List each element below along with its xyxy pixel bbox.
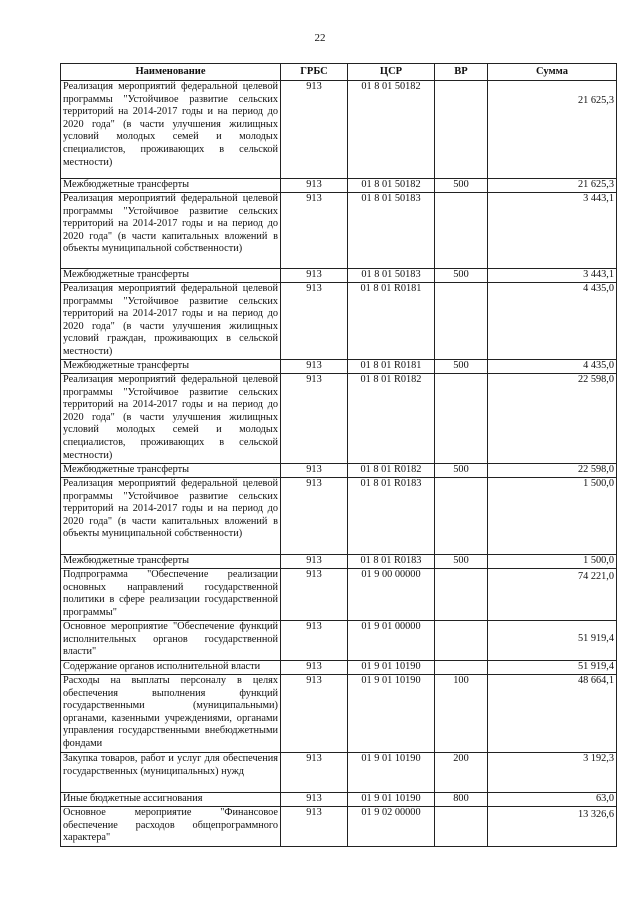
row-grbs: 913 bbox=[281, 81, 348, 179]
row-csr: 01 9 00 00000 bbox=[348, 569, 435, 621]
row-csr: 01 8 01 50182 bbox=[348, 81, 435, 179]
column-header-csr: ЦСР bbox=[348, 64, 435, 81]
row-csr: 01 9 01 10190 bbox=[348, 753, 435, 793]
row-sum: 13 326,6 bbox=[488, 807, 617, 847]
row-sum: 3 443,1 bbox=[488, 269, 617, 283]
row-vr bbox=[435, 81, 488, 179]
row-name: Межбюджетные трансферты bbox=[61, 555, 281, 569]
row-sum: 1 500,0 bbox=[488, 555, 617, 569]
row-sum: 22 598,0 bbox=[488, 374, 617, 464]
row-sum: 63,0 bbox=[488, 793, 617, 807]
row-sum: 3 443,1 bbox=[488, 193, 617, 269]
row-vr: 800 bbox=[435, 793, 488, 807]
row-grbs: 913 bbox=[281, 374, 348, 464]
row-sum: 48 664,1 bbox=[488, 675, 617, 753]
row-csr: 01 8 01 R0182 bbox=[348, 374, 435, 464]
row-csr: 01 9 01 00000 bbox=[348, 621, 435, 661]
row-csr: 01 9 02 00000 bbox=[348, 807, 435, 847]
row-name: Содержание органов исполнительной власти bbox=[61, 661, 281, 675]
table-row bbox=[61, 269, 617, 283]
row-vr bbox=[435, 478, 488, 555]
row-vr: 100 bbox=[435, 675, 488, 753]
row-grbs: 913 bbox=[281, 569, 348, 621]
row-sum: 51 919,4 bbox=[488, 661, 617, 675]
row-name: Расходы на выплаты персоналу в целях обеспечения выполнения функций государственными (муниципальными) органами, казенными учреждениями, органами управления государственными внебюджетными фондами bbox=[61, 675, 281, 753]
table-row bbox=[61, 360, 617, 374]
row-vr: 500 bbox=[435, 464, 488, 478]
row-name: Основное мероприятие "Финансовое обеспечение расходов общепрограммного характера" bbox=[61, 807, 281, 847]
row-csr: 01 8 01 50183 bbox=[348, 269, 435, 283]
row-sum: 3 192,3 bbox=[488, 753, 617, 793]
row-csr: 01 9 01 10190 bbox=[348, 675, 435, 753]
table-row bbox=[61, 283, 617, 360]
page-number: 22 bbox=[314, 32, 326, 44]
row-csr: 01 8 01 R0183 bbox=[348, 555, 435, 569]
table-row bbox=[61, 675, 617, 753]
row-vr: 500 bbox=[435, 555, 488, 569]
table-row bbox=[61, 478, 617, 555]
table-row bbox=[61, 179, 617, 193]
table-header-row bbox=[61, 64, 617, 81]
row-name: Основное мероприятие "Обеспечение функций исполнительных органов государственной власти" bbox=[61, 621, 281, 661]
row-grbs: 913 bbox=[281, 793, 348, 807]
row-sum: 21 625,3 bbox=[488, 179, 617, 193]
row-grbs: 913 bbox=[281, 478, 348, 555]
column-header-sum: Сумма bbox=[488, 64, 617, 81]
row-csr: 01 8 01 R0183 bbox=[348, 478, 435, 555]
row-vr bbox=[435, 283, 488, 360]
row-name: Закупка товаров, работ и услуг для обеспечения государственных (муниципальных) нужд bbox=[61, 753, 281, 793]
row-name: Реализация мероприятий федеральной целевой программы "Устойчивое развитие сельских территорий на 2014-2017 годы и на период до 2020 года" (в части капитальных вложений в объекты муниципальной собственности) bbox=[61, 478, 281, 555]
row-name: Межбюджетные трансферты bbox=[61, 464, 281, 478]
table-row bbox=[61, 793, 617, 807]
row-name: Межбюджетные трансферты bbox=[61, 360, 281, 374]
row-sum: 4 435,0 bbox=[488, 360, 617, 374]
row-vr: 500 bbox=[435, 179, 488, 193]
table-row bbox=[61, 661, 617, 675]
row-name: Реализация мероприятий федеральной целевой программы "Устойчивое развитие сельских территорий на 2014-2017 годы и на период до 2020 года" (в части улучшения жилищных условий молодых семей и молодых специалистов, проживающих в сельской местности) bbox=[61, 81, 281, 179]
row-grbs: 913 bbox=[281, 621, 348, 661]
table-row bbox=[61, 753, 617, 793]
row-grbs: 913 bbox=[281, 179, 348, 193]
row-vr bbox=[435, 193, 488, 269]
row-vr bbox=[435, 374, 488, 464]
row-name: Межбюджетные трансферты bbox=[61, 269, 281, 283]
row-vr bbox=[435, 807, 488, 847]
row-name: Реализация мероприятий федеральной целевой программы "Устойчивое развитие сельских территорий на 2014-2017 годы и на период до 2020 года" (в части улучшения жилищных условий граждан, проживающих в сельской местности) bbox=[61, 283, 281, 360]
row-csr: 01 8 01 R0182 bbox=[348, 464, 435, 478]
row-grbs: 913 bbox=[281, 675, 348, 753]
row-sum: 4 435,0 bbox=[488, 283, 617, 360]
row-vr bbox=[435, 661, 488, 675]
row-sum: 1 500,0 bbox=[488, 478, 617, 555]
row-name: Иные бюджетные ассигнования bbox=[61, 793, 281, 807]
row-vr: 500 bbox=[435, 269, 488, 283]
row-sum: 74 221,0 bbox=[488, 569, 617, 621]
budget-table bbox=[60, 63, 617, 847]
row-csr: 01 9 01 10190 bbox=[348, 793, 435, 807]
row-name: Реализация мероприятий федеральной целевой программы "Устойчивое развитие сельских территорий на 2014-2017 годы и на период до 2020 года" (в части капитальных вложений в объекты муниципальной собственности) bbox=[61, 193, 281, 269]
table-row bbox=[61, 193, 617, 269]
row-csr: 01 8 01 R0181 bbox=[348, 283, 435, 360]
row-csr: 01 8 01 50183 bbox=[348, 193, 435, 269]
row-name: Реализация мероприятий федеральной целевой программы "Устойчивое развитие сельских территорий на 2014-2017 годы и на период до 2020 года" (в части улучшения жилищных условий молодых семей и молодых специалистов, проживающих в сельской местности) bbox=[61, 374, 281, 464]
row-name: Подпрограмма "Обеспечение реализации основных направлений государственной политики в сфере реализации государственной программы" bbox=[61, 569, 281, 621]
table-row bbox=[61, 621, 617, 661]
row-grbs: 913 bbox=[281, 464, 348, 478]
row-csr: 01 8 01 R0181 bbox=[348, 360, 435, 374]
row-grbs: 913 bbox=[281, 661, 348, 675]
row-vr bbox=[435, 621, 488, 661]
row-name: Межбюджетные трансферты bbox=[61, 179, 281, 193]
row-sum: 22 598,0 bbox=[488, 464, 617, 478]
table-row bbox=[61, 81, 617, 179]
table-row bbox=[61, 374, 617, 464]
row-csr: 01 8 01 50182 bbox=[348, 179, 435, 193]
row-grbs: 913 bbox=[281, 807, 348, 847]
column-header-name: Наименование bbox=[61, 64, 281, 81]
row-grbs: 913 bbox=[281, 269, 348, 283]
row-sum: 51 919,4 bbox=[488, 621, 617, 661]
table-row bbox=[61, 555, 617, 569]
row-sum: 21 625,3 bbox=[488, 81, 617, 179]
row-csr: 01 9 01 10190 bbox=[348, 661, 435, 675]
row-grbs: 913 bbox=[281, 555, 348, 569]
row-grbs: 913 bbox=[281, 360, 348, 374]
table-row bbox=[61, 807, 617, 847]
row-vr: 500 bbox=[435, 360, 488, 374]
row-grbs: 913 bbox=[281, 283, 348, 360]
column-header-vr: ВР bbox=[435, 64, 488, 81]
column-header-grbs: ГРБС bbox=[281, 64, 348, 81]
row-vr bbox=[435, 569, 488, 621]
row-grbs: 913 bbox=[281, 193, 348, 269]
row-grbs: 913 bbox=[281, 753, 348, 793]
table-row bbox=[61, 569, 617, 621]
row-vr: 200 bbox=[435, 753, 488, 793]
table-row bbox=[61, 464, 617, 478]
